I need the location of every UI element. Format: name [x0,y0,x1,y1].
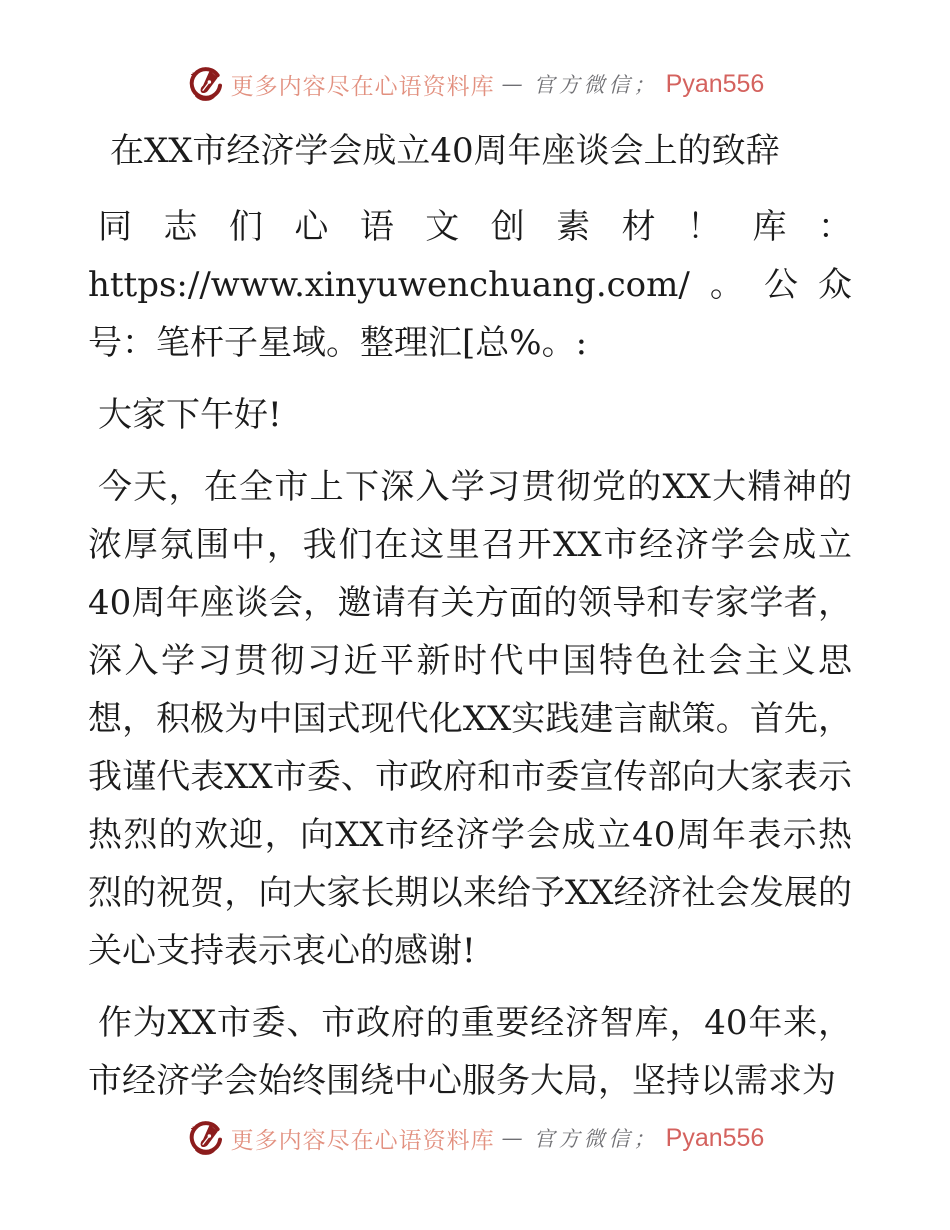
official-wechat-label: 官方微信； [533,1127,659,1151]
wechat-id: Pyan556 [665,69,765,98]
wechat-id: Pyan556 [665,1123,765,1152]
official-wechat-label: 官方微信； [533,73,659,97]
official-wechat-dash: — [501,72,527,96]
document-body [88,122,852,1124]
paragraph-greeting: 大家下午好! [98,395,282,435]
document-title: 在XX市经济学会成立40周年座谈会上的致辞 [110,131,780,171]
pen-nib-logo-icon [186,64,224,104]
header-watermark-banner [0,64,950,104]
official-wechat-dash: — [501,1126,527,1150]
brand-text: 更多内容尽在心语资料库 [230,73,495,100]
footer-watermark-banner [0,1118,950,1158]
pen-nib-logo-icon [186,1118,224,1158]
paragraph-source-note: 同志们心语文创素材！库：https://www.xinyuwenchuang.com/。公众号：笔杆子星域。整理汇[总%。: [88,207,852,363]
brand-text: 更多内容尽在心语资料库 [230,1127,495,1154]
paragraph-society-history: 作为XX市委、市政府的重要经济智库，40年来，市经济学会始终围绕中心服务大局，坚持以需求为 [88,1003,852,1101]
paragraph-opening-remarks: 今天，在全市上下深入学习贯彻党的XX大精神的浓厚氛围中，我们在这里召开XX市经济学会成立40周年座谈会，邀请有关方面的领导和专家学者，深入学习贯彻习近平新时代中国特色社会主义思想，积极为中国式现代化XX实践建言献策。首先，我谨代表XX市委、市政府和市委宣传部向大家表示热烈的欢迎，向XX市经济学会成立40周年表示热烈的祝贺，向大家长期以来给予XX经济社会发展的关心支持表示衷心的感谢! [88,467,852,971]
